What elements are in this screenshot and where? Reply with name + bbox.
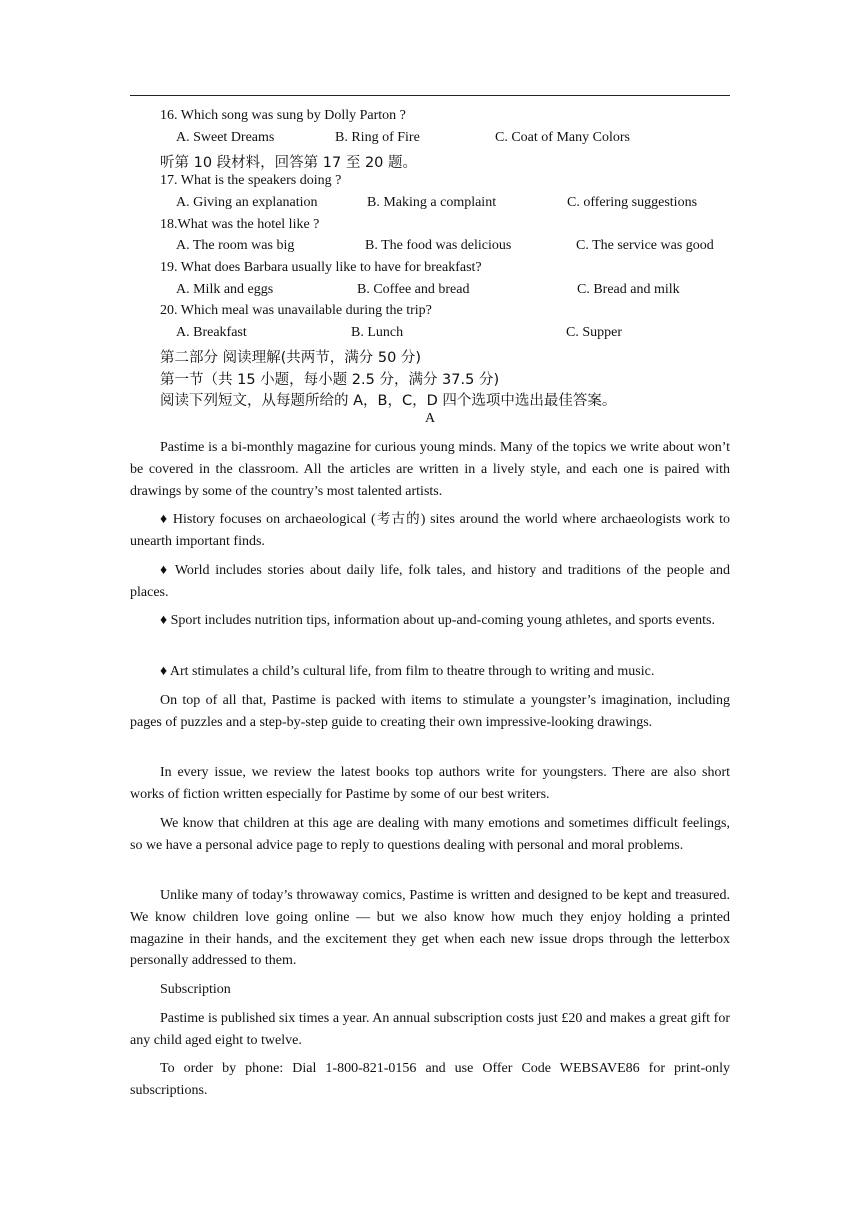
section-one-title: 第一节（共 15 小题，每小题 2.5 分，满分 37.5 分) xyxy=(160,372,500,388)
paragraph-order-by-phone: To order by phone: Dial 1-800-821-0156 and use Offer Code WEBSAVE86 for print-only subscriptions. xyxy=(130,1061,730,1098)
paragraph-intro: Pastime is a bi-monthly magazine for curious young minds. Many of the topics we write about won’t be covered in the classroom. All the articles are written in a lively style, and each one is paired with drawings by some of the country’s most talented artists. xyxy=(130,440,730,499)
header-rule xyxy=(130,95,730,96)
question-19: 19. What does Barbara usually like to have for breakfast? xyxy=(160,260,482,275)
paragraph-subscription-price: Pastime is published six times a year. An annual subscription costs just £20 and makes a great gift for any child aged eight to twelve. xyxy=(130,1011,730,1048)
subscription-heading: Subscription xyxy=(160,982,231,997)
q17-option-b: B. Making a complaint xyxy=(367,195,497,210)
question-18: 18.What was the hotel like ? xyxy=(160,217,320,232)
history-text-end: ) sites around the world where archaeologists work to unearth important finds. xyxy=(130,512,731,549)
question-16: 16. Which song was sung by Dolly Parton ? xyxy=(160,108,406,123)
paragraph-imagination: On top of all that, Pastime is packed with items to stimulate a youngster’s imagination, including pages of puzzles and a step-by-step guide to creating their own impressive-looking drawings. xyxy=(130,693,730,730)
passage-label: A xyxy=(424,411,436,426)
q17-option-a: A. Giving an explanation xyxy=(176,195,318,210)
q20-option-c: C. Supper xyxy=(566,325,622,340)
paragraph-sport: ♦ Sport includes nutrition tips, information about up-and-coming young athletes, and sports events. xyxy=(160,613,716,628)
material-10-instruction: 听第 10 段材料，回答第 17 至 20 题。 xyxy=(160,155,418,171)
reading-instruction: 阅读下列短文，从每题所给的 A，B，C，D 四个选项中选出最佳答案。 xyxy=(160,393,617,409)
q20-option-b: B. Lunch xyxy=(351,325,404,340)
paragraph-world: ♦ World includes stories about daily life, folk tales, and history and traditions of the people and places. xyxy=(130,563,730,600)
archaeological-gloss: 考古的 xyxy=(375,511,421,527)
paragraph-advice: We know that children at this age are dealing with many emotions and sometimes difficult feelings, so we have a personal advice page to reply to questions dealing with personal and moral problems. xyxy=(130,816,730,853)
paragraph-keepsake: Unlike many of today’s throwaway comics, Pastime is written and designed to be kept and treasured. We know children love going online — but we also know how much they enjoy holding a printed magazine in their hands, and the excitement they get when each new issue drops through the letterbox personally addressed to them. xyxy=(130,888,730,969)
part-two-title: 第二部分 阅读理解(共两节，满分 50 分) xyxy=(160,350,422,366)
q16-option-c: C. Coat of Many Colors xyxy=(495,130,630,145)
q19-option-b: B. Coffee and bread xyxy=(357,282,470,297)
q16-option-b: B. Ring of Fire xyxy=(335,130,420,145)
q16-option-a: A. Sweet Dreams xyxy=(176,130,275,145)
q18-option-b: B. The food was delicious xyxy=(365,238,512,253)
paragraph-history xyxy=(130,509,730,553)
q18-option-a: A. The room was big xyxy=(176,238,295,253)
paragraph-art: ♦ Art stimulates a child’s cultural life, from film to theatre through to writing and music. xyxy=(160,664,655,679)
history-text-start: ♦ History focuses on archaeological ( xyxy=(160,512,376,527)
question-17: 17. What is the speakers doing ? xyxy=(160,173,342,188)
paragraph-reviews: In every issue, we review the latest books top authors write for youngsters. There are also short works of fiction written especially for Pastime by some of our best writers. xyxy=(130,765,730,802)
q19-option-c: C. Bread and milk xyxy=(577,282,680,297)
question-20: 20. Which meal was unavailable during the trip? xyxy=(160,303,432,318)
q17-option-c: C. offering suggestions xyxy=(567,195,698,210)
q18-option-c: C. The service was good xyxy=(576,238,714,253)
q19-option-a: A. Milk and eggs xyxy=(176,282,274,297)
q20-option-a: A. Breakfast xyxy=(176,325,247,340)
